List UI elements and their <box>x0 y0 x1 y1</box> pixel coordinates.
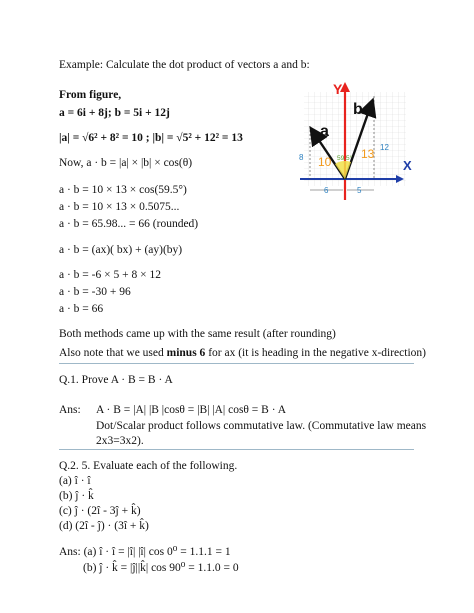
answer-1-line1: A · B = |A| |B |cosθ = |B| |A| cosθ = B · A <box>96 404 287 416</box>
method2-step1: a · b = -6 × 5 + 8 × 12 <box>59 269 161 281</box>
answer-1-label: Ans: <box>59 404 81 416</box>
method1-step2: a · b = 10 × 13 × 0.5075... <box>59 201 180 213</box>
len-a-label: 10 <box>318 155 332 169</box>
question-2-item-b: (b) ĵ · k̂ <box>59 490 94 502</box>
component-formula: a · b = (ax)( bx) + (ay)(by) <box>59 244 183 256</box>
also-note-bold: minus 6 <box>166 347 206 359</box>
also-note-after: for ax (it is heading in the negative x-direction) <box>205 347 426 359</box>
y-axis-label: Y <box>333 81 343 97</box>
question-2-item-c: (c) ĵ · (2î - 3ĵ + k̂) <box>59 505 141 517</box>
method1-step3: a · b = 65.98... = 66 (rounded) <box>59 218 199 230</box>
magnitude-line: |a| = √6² + 8² = 10 ; |b| = √5² + 12² = 13 <box>59 132 243 144</box>
answer-2-line-a: Ans: (a) î · î = |î| |î| cos 0⁰ = 1.1.1 = 1 <box>59 546 231 558</box>
method1-step1: a · b = 10 × 13 × cos(59.5°) <box>59 184 187 196</box>
method2-step3: a · b = 66 <box>59 303 104 315</box>
vectors-line: a = 6i + 8j; b = 5i + 12j <box>59 107 170 119</box>
also-note-before: Also note that we used <box>59 347 167 359</box>
question-2-title: Q.2. 5. Evaluate each of the following. <box>59 460 238 472</box>
from-figure: From figure, <box>59 89 122 101</box>
both-methods-note: Both methods came up with the same result (after rounding) <box>59 328 336 340</box>
comp-8-label: 8 <box>299 153 304 162</box>
now-line: Now, a · b = |a| × |b| × cos(θ) <box>59 157 193 169</box>
also-note <box>59 346 426 360</box>
comp-6-label: 6 <box>324 186 329 195</box>
divider <box>59 449 414 450</box>
question-1: Q.1. Prove A · B = B · A <box>59 374 173 386</box>
len-b-label: 13 <box>361 147 375 161</box>
comp-5-label: 5 <box>357 186 362 195</box>
answer-1-line3: 2x3=3x2). <box>96 435 144 447</box>
vector-a-label: a <box>320 123 329 140</box>
example-title: Example: Calculate the dot product of vectors a and b: <box>59 59 310 71</box>
question-2-item-d: (d) (2î - ĵ) · (3î + k̂) <box>59 520 149 532</box>
method2-step2: a · b = -30 + 96 <box>59 286 131 298</box>
angle-label: 59.5° <box>337 155 353 162</box>
vector-diagram <box>290 78 420 208</box>
x-axis-label: X <box>403 158 412 173</box>
divider <box>59 363 414 364</box>
answer-1-line2: Dot/Scalar product follows commutative law. (Commutative law means <box>96 420 427 432</box>
question-2-item-a: (a) î · î <box>59 475 91 487</box>
answer-2-line-b: (b) ĵ · k̂ = |ĵ||k̂| cos 90⁰ = 1.1.0 = 0 <box>83 562 239 574</box>
vector-b-label: b <box>353 101 363 118</box>
comp-12-label: 12 <box>380 143 389 152</box>
